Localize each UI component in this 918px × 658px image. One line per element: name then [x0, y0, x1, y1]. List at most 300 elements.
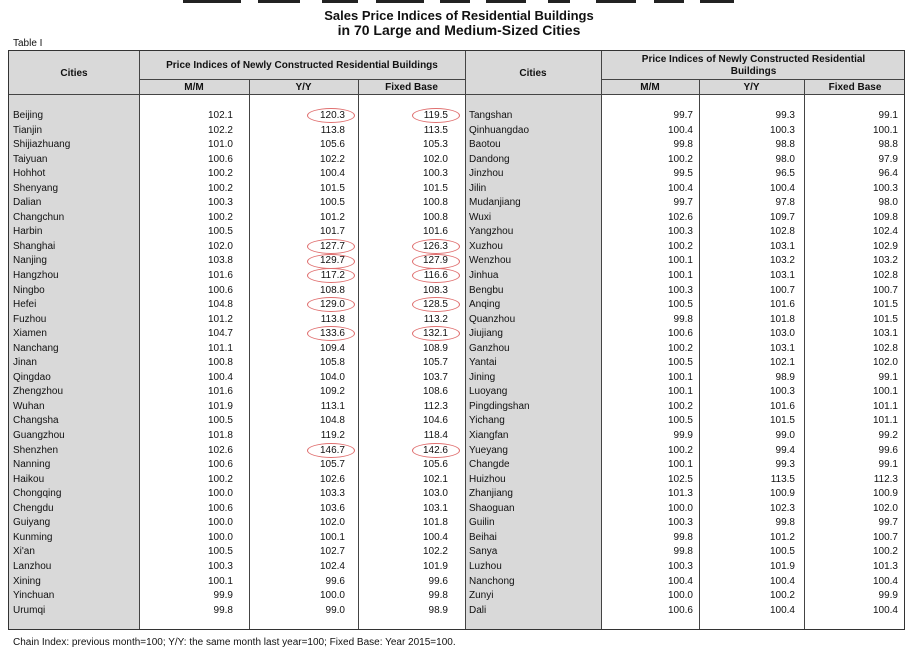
- cell-fixed: 102.1: [422, 473, 448, 485]
- cell-fixed: 99.6: [428, 575, 448, 587]
- cell-fixed: 100.7: [872, 531, 898, 543]
- cell-city: Yueyang: [469, 444, 508, 456]
- cell-yy: 133.6: [319, 328, 345, 340]
- fixed-circle-mark: [412, 239, 460, 254]
- yy-circle-mark: [307, 254, 355, 269]
- footnote: Chain Index: previous month=100; Y/Y: the same month last year=100; Fixed Base: Year 2015=100.: [13, 637, 456, 648]
- cell-fixed: 100.4: [872, 575, 898, 587]
- table-row: [9, 385, 465, 400]
- cell-yy: 101.6: [769, 400, 795, 412]
- cell-mm: 100.5: [667, 415, 693, 427]
- header-fixed-right: Fixed Base: [828, 82, 882, 93]
- cell-fixed: 128.5: [422, 299, 448, 311]
- cell-mm: 100.2: [667, 342, 693, 354]
- cell-city: Hefei: [13, 299, 37, 311]
- cell-fixed: 103.1: [422, 502, 448, 514]
- cell-city: Jinan: [13, 357, 37, 369]
- table-row: [465, 153, 905, 168]
- cell-yy: 100.1: [319, 531, 345, 543]
- cell-city: Yangzhou: [469, 226, 514, 238]
- cell-fixed: 126.3: [422, 240, 448, 252]
- cell-mm: 100.1: [667, 386, 693, 398]
- cell-fixed: 99.1: [878, 459, 898, 471]
- cell-mm: 101.2: [207, 313, 233, 325]
- cell-mm: 100.5: [667, 357, 693, 369]
- cell-mm: 99.8: [673, 313, 693, 325]
- table-row: [465, 211, 905, 226]
- cell-yy: 101.5: [319, 182, 345, 194]
- cell-mm: 100.2: [207, 168, 233, 180]
- cell-yy: 113.1: [320, 400, 345, 412]
- table-row: [9, 516, 465, 531]
- cell-yy: 100.9: [769, 488, 795, 500]
- cell-yy: 105.6: [319, 139, 345, 151]
- cell-city: Guangzhou: [13, 430, 65, 442]
- cell-fixed: 108.3: [422, 284, 448, 296]
- table-row: [9, 371, 465, 386]
- table-row: [465, 138, 905, 153]
- cell-fixed: 101.1: [872, 415, 898, 427]
- table-row: [9, 575, 465, 590]
- table-row: [465, 196, 905, 211]
- table-row: [465, 400, 905, 415]
- cell-fixed: 105.7: [422, 357, 448, 369]
- cell-yy: 102.4: [319, 560, 345, 572]
- table-row: [9, 298, 465, 313]
- table-row: [465, 124, 905, 139]
- cell-yy: 100.3: [769, 124, 795, 136]
- cell-city: Shanghai: [13, 240, 56, 252]
- cell-yy: 99.6: [325, 575, 345, 587]
- cell-mm: 99.7: [673, 110, 693, 121]
- cell-mm: 100.6: [207, 153, 233, 165]
- cell-fixed: 99.1: [878, 371, 898, 383]
- cell-mm: 100.3: [667, 560, 693, 572]
- cell-fixed: 127.9: [422, 255, 448, 267]
- cell-fixed: 99.6: [878, 444, 898, 456]
- cell-city: Beihai: [469, 531, 497, 543]
- table-row: [465, 269, 905, 284]
- table-row: [465, 502, 905, 517]
- cell-city: Fuzhou: [13, 313, 47, 325]
- cell-yy: 103.2: [769, 255, 795, 267]
- table-row: [9, 414, 465, 429]
- table-row: [9, 225, 465, 240]
- cell-mm: 102.1: [207, 110, 233, 121]
- cell-city: Dandong: [469, 153, 510, 165]
- cell-mm: 100.3: [667, 226, 693, 238]
- cell-yy: 100.7: [769, 284, 795, 296]
- cell-yy: 113.5: [770, 473, 795, 485]
- cell-mm: 100.2: [667, 240, 693, 252]
- cell-mm: 100.0: [207, 531, 233, 543]
- cell-yy: 101.5: [769, 415, 795, 427]
- cell-mm: 99.8: [673, 139, 693, 151]
- cell-mm: 101.0: [207, 139, 233, 151]
- cell-city: Wuhan: [13, 400, 45, 412]
- price-index-table: [8, 50, 905, 630]
- cell-city: Pingdingshan: [469, 400, 530, 412]
- cell-fixed: 102.0: [422, 153, 448, 165]
- table-row: [9, 284, 465, 299]
- cell-fixed: 100.1: [872, 386, 898, 398]
- cell-yy: 99.0: [775, 430, 795, 442]
- cell-yy: 103.1: [769, 270, 795, 282]
- cell-yy: 100.5: [769, 546, 795, 558]
- table-row: [465, 531, 905, 546]
- cell-city: Changsha: [13, 415, 59, 427]
- cell-city: Jiujiang: [469, 328, 503, 340]
- cell-city: Tianjin: [13, 124, 43, 136]
- cell-fixed: 100.7: [872, 284, 898, 296]
- table-row: [465, 284, 905, 299]
- cell-yy: 102.3: [769, 502, 795, 514]
- cell-fixed: 112.3: [873, 473, 898, 485]
- cell-yy: 104.8: [319, 415, 345, 427]
- cell-fixed: 99.8: [428, 590, 448, 602]
- table-row: [465, 254, 905, 269]
- cell-mm: 100.3: [207, 560, 233, 572]
- yy-circle-mark: [307, 268, 355, 283]
- table-row: [465, 414, 905, 429]
- table-row: [9, 545, 465, 560]
- cell-yy: 102.0: [319, 517, 345, 529]
- cell-city: Shaoguan: [469, 502, 515, 514]
- cell-fixed: 101.1: [872, 400, 898, 412]
- cell-city: Yichang: [469, 415, 505, 427]
- cell-mm: 100.6: [207, 284, 233, 296]
- cell-fixed: 113.2: [423, 313, 448, 325]
- cell-city: Tangshan: [469, 110, 513, 121]
- yy-circle-mark: [307, 108, 355, 123]
- cell-city: Bengbu: [469, 284, 504, 296]
- cell-mm: 100.0: [207, 488, 233, 500]
- cell-fixed: 109.8: [872, 211, 898, 223]
- table-row: [9, 240, 465, 255]
- cell-mm: 100.6: [207, 502, 233, 514]
- table-row: [465, 298, 905, 313]
- table-row: [465, 385, 905, 400]
- cell-yy: 103.1: [769, 342, 795, 354]
- table-row: [9, 429, 465, 444]
- cell-fixed: 102.9: [872, 240, 898, 252]
- table-row: [9, 153, 465, 168]
- cell-yy: 120.3: [319, 110, 345, 121]
- cell-city: Baotou: [469, 139, 501, 151]
- cell-yy: 113.8: [320, 124, 345, 136]
- cell-mm: 99.7: [673, 197, 693, 209]
- fixed-circle-mark: [412, 268, 460, 283]
- table-row: [9, 589, 465, 604]
- cell-mm: 100.5: [207, 546, 233, 558]
- cell-fixed: 100.4: [422, 531, 448, 543]
- cell-yy: 108.8: [319, 284, 345, 296]
- table-row: [9, 167, 465, 182]
- cell-city: Jinhua: [469, 270, 499, 282]
- title-line-1: Sales Price Indices of Residential Buildings: [324, 8, 594, 23]
- cell-mm: 102.2: [207, 124, 233, 136]
- cell-yy: 101.7: [319, 226, 345, 238]
- table-row: [9, 327, 465, 342]
- cell-mm: 100.0: [667, 502, 693, 514]
- cell-mm: 103.8: [207, 255, 233, 267]
- cell-mm: 101.6: [207, 270, 233, 282]
- cell-city: Yinchuan: [13, 590, 55, 602]
- top-decoration: [0, 0, 918, 6]
- cell-yy: 109.4: [319, 342, 345, 354]
- cell-mm: 102.0: [207, 240, 233, 252]
- cell-city: Xuzhou: [469, 240, 503, 252]
- cell-yy: 101.8: [769, 313, 795, 325]
- cell-mm: 100.4: [667, 124, 693, 136]
- cell-fixed: 98.8: [878, 139, 898, 151]
- cell-city: Yantai: [469, 357, 497, 369]
- cell-fixed: 118.4: [423, 430, 448, 442]
- table-row: [9, 138, 465, 153]
- yy-circle-mark: [307, 443, 355, 458]
- cell-fixed: 98.0: [878, 197, 898, 209]
- cell-mm: 100.4: [667, 575, 693, 587]
- cell-fixed: 108.9: [422, 342, 448, 354]
- cell-yy: 101.2: [769, 531, 795, 543]
- cell-yy: 105.7: [319, 459, 345, 471]
- cell-mm: 100.2: [667, 444, 693, 456]
- cell-yy: 96.5: [775, 168, 795, 180]
- cell-fixed: 102.2: [422, 546, 448, 558]
- cell-yy: 99.3: [775, 110, 795, 121]
- cell-yy: 146.7: [319, 444, 345, 456]
- table-row: [465, 516, 905, 531]
- cell-yy: 119.2: [320, 430, 345, 442]
- table-label: Table I: [13, 38, 43, 49]
- cell-fixed: 119.5: [423, 110, 448, 121]
- cell-fixed: 97.9: [878, 153, 898, 165]
- cell-city: Wenzhou: [469, 255, 512, 267]
- cell-city: Nanjing: [13, 255, 47, 267]
- cell-mm: 101.8: [207, 430, 233, 442]
- cell-city: Chongqing: [13, 488, 62, 500]
- cell-yy: 103.3: [319, 488, 345, 500]
- cell-city: Zunyi: [469, 590, 494, 602]
- cell-city: Anqing: [469, 299, 501, 311]
- cell-fixed: 100.4: [872, 604, 898, 616]
- table-row: [465, 429, 905, 444]
- table-row: [465, 575, 905, 590]
- cell-mm: 101.6: [207, 386, 233, 398]
- table-row: [9, 604, 465, 619]
- cell-city: Taiyuan: [13, 153, 48, 165]
- table-row: [9, 211, 465, 226]
- cell-city: Huizhou: [469, 473, 506, 485]
- table-row: [465, 371, 905, 386]
- cell-city: Hangzhou: [13, 270, 59, 282]
- cell-mm: 100.6: [667, 604, 693, 616]
- table-row: [9, 487, 465, 502]
- cell-fixed: 102.4: [872, 226, 898, 238]
- table-row: [9, 560, 465, 575]
- cell-yy: 98.8: [775, 139, 795, 151]
- cell-city: Dalian: [13, 197, 42, 209]
- table-row: [465, 225, 905, 240]
- cell-yy: 100.4: [319, 168, 345, 180]
- cell-mm: 100.5: [207, 226, 233, 238]
- cell-yy: 105.8: [319, 357, 345, 369]
- cell-mm: 100.5: [667, 299, 693, 311]
- cell-mm: 100.3: [667, 517, 693, 529]
- cell-mm: 104.7: [207, 328, 233, 340]
- cell-city: Ningbo: [13, 284, 45, 296]
- cell-fixed: 132.1: [422, 328, 448, 340]
- cell-mm: 100.0: [667, 590, 693, 602]
- cell-fixed: 102.0: [872, 502, 898, 514]
- cell-fixed: 102.8: [872, 270, 898, 282]
- header-mm-left: M/M: [184, 82, 204, 93]
- table-row: [465, 327, 905, 342]
- cell-yy: 100.2: [769, 590, 795, 602]
- cell-mm: 100.5: [207, 415, 233, 427]
- cell-yy: 129.7: [319, 255, 345, 267]
- cell-mm: 102.5: [667, 473, 693, 485]
- fixed-circle-mark: [412, 443, 460, 458]
- cell-yy: 113.8: [320, 313, 345, 325]
- cell-mm: 100.3: [207, 197, 233, 209]
- cell-city: Xining: [13, 575, 41, 587]
- cell-fixed: 99.2: [878, 430, 898, 442]
- cell-city: Jining: [469, 371, 496, 383]
- cell-city: Luzhou: [469, 560, 502, 572]
- fixed-circle-mark: [412, 254, 460, 269]
- cell-mm: 104.8: [207, 299, 233, 311]
- table-row: [465, 604, 905, 619]
- cell-city: Jilin: [469, 182, 487, 194]
- cell-city: Nanchong: [469, 575, 515, 587]
- cell-fixed: 101.9: [422, 560, 448, 572]
- cell-mm: 99.9: [213, 590, 233, 602]
- cell-yy: 104.0: [319, 371, 345, 383]
- cell-mm: 101.1: [207, 342, 233, 354]
- table-row: [465, 313, 905, 328]
- cell-yy: 103.6: [319, 502, 345, 514]
- table-row: [9, 313, 465, 328]
- cell-city: Nanning: [13, 459, 51, 471]
- cell-mm: 100.4: [207, 371, 233, 383]
- cell-city: Zhengzhou: [13, 386, 64, 398]
- cell-fixed: 100.3: [422, 168, 448, 180]
- cell-yy: 129.0: [319, 299, 345, 311]
- cell-city: Ganzhou: [469, 342, 510, 354]
- cell-yy: 101.9: [769, 560, 795, 572]
- yy-circle-mark: [307, 239, 355, 254]
- table-row: [465, 109, 905, 124]
- cell-city: Xiangfan: [469, 430, 509, 442]
- cell-mm: 100.2: [207, 211, 233, 223]
- cell-city: Guiyang: [13, 517, 51, 529]
- cell-yy: 102.7: [319, 546, 345, 558]
- cell-city: Urumqi: [13, 604, 46, 616]
- cell-fixed: 102.0: [872, 357, 898, 369]
- table-row: [9, 473, 465, 488]
- left-table-body: [9, 109, 465, 618]
- header-cities-right: Cities: [519, 68, 547, 79]
- cell-city: Shenzhen: [13, 444, 59, 456]
- cell-yy: 99.8: [775, 517, 795, 529]
- table-row: [465, 342, 905, 357]
- table-row: [465, 444, 905, 459]
- cell-mm: 100.1: [667, 255, 693, 267]
- header-group-left: Price Indices of Newly Constructed Residential Buildings: [166, 60, 438, 71]
- cell-mm: 100.8: [207, 357, 233, 369]
- cell-mm: 99.9: [673, 430, 693, 442]
- cell-fixed: 99.7: [878, 517, 898, 529]
- cell-fixed: 105.3: [422, 139, 448, 151]
- cell-yy: 100.4: [769, 182, 795, 194]
- table-row: [9, 356, 465, 371]
- header-fixed-left: Fixed Base: [385, 82, 438, 93]
- cell-fixed: 101.5: [872, 299, 898, 311]
- cell-city: Xi'an: [13, 546, 35, 558]
- cell-mm: 100.4: [667, 182, 693, 194]
- cell-city: Sanya: [469, 546, 498, 558]
- cell-yy: 100.4: [769, 575, 795, 587]
- cell-city: Dali: [469, 604, 487, 616]
- table-row: [9, 531, 465, 546]
- cell-mm: 100.2: [207, 182, 233, 194]
- cell-fixed: 101.5: [872, 313, 898, 325]
- cell-yy: 103.1: [769, 240, 795, 252]
- cell-city: Lanzhou: [13, 560, 52, 572]
- cell-fixed: 103.1: [872, 328, 898, 340]
- cell-fixed: 99.1: [878, 110, 898, 121]
- cell-mm: 99.8: [213, 604, 233, 616]
- cell-fixed: 96.4: [878, 168, 898, 180]
- cell-fixed: 116.6: [423, 270, 448, 282]
- cell-yy: 99.3: [775, 459, 795, 471]
- cell-fixed: 100.3: [872, 182, 898, 194]
- header-yy-right: Y/Y: [743, 82, 760, 93]
- table-row: [465, 167, 905, 182]
- cell-fixed: 101.8: [422, 517, 448, 529]
- table-row: [9, 182, 465, 197]
- table-row: [9, 109, 465, 124]
- cell-fixed: 112.3: [423, 400, 448, 412]
- cell-mm: 99.5: [673, 168, 693, 180]
- cell-city: Changde: [469, 459, 510, 471]
- title-line-2: in 70 Large and Medium-Sized Cities: [337, 22, 581, 38]
- header-mm-right: M/M: [640, 82, 660, 93]
- table-row: [9, 269, 465, 284]
- cell-city: Luoyang: [469, 386, 508, 398]
- cell-mm: 100.2: [667, 153, 693, 165]
- table-row: [465, 560, 905, 575]
- cell-yy: 109.7: [769, 211, 795, 223]
- table-row: [9, 502, 465, 517]
- cell-city: Guilin: [469, 517, 495, 529]
- cell-city: Beijing: [13, 110, 44, 121]
- cell-mm: 100.3: [667, 284, 693, 296]
- cell-fixed: 100.8: [422, 197, 448, 209]
- cell-mm: 99.8: [673, 546, 693, 558]
- table-row: [465, 458, 905, 473]
- cell-fixed: 113.5: [423, 124, 448, 136]
- cell-city: Mudanjiang: [469, 197, 521, 209]
- cell-mm: 100.1: [667, 270, 693, 282]
- cell-mm: 102.6: [667, 211, 693, 223]
- cell-yy: 102.2: [319, 153, 345, 165]
- table-row: [465, 356, 905, 371]
- header-group-right: Price Indices of Newly Constructed Residential Buildings: [641, 54, 866, 77]
- cell-yy: 117.2: [320, 270, 345, 282]
- cell-yy: 100.4: [769, 604, 795, 616]
